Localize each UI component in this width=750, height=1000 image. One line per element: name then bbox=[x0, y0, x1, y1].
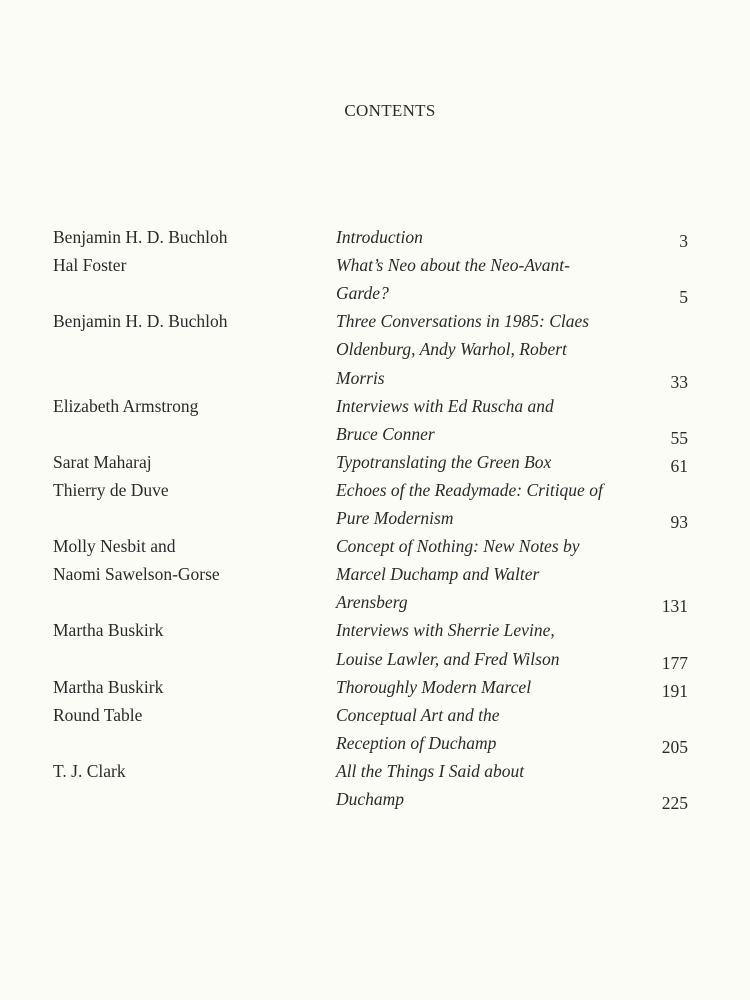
toc-line bbox=[0, 620, 750, 648]
toc-line bbox=[0, 255, 750, 283]
toc-title: Bruce Conner bbox=[336, 423, 435, 444]
toc-line bbox=[0, 592, 750, 620]
toc-title: Typotranslating the Green Box bbox=[336, 451, 552, 472]
toc-line bbox=[0, 508, 750, 536]
toc-page-number: 61 bbox=[670, 455, 688, 476]
toc-author: Martha Buskirk bbox=[53, 620, 164, 641]
toc-title: All the Things I Said about bbox=[336, 760, 525, 781]
toc-author: T. J. Clark bbox=[53, 760, 126, 781]
toc-line bbox=[0, 311, 750, 339]
toc-title: Interviews with Sherrie Levine, bbox=[336, 620, 555, 641]
toc-title: Arensberg bbox=[336, 592, 408, 613]
toc-author: Sarat Maharaj bbox=[53, 451, 152, 472]
toc-title: Garde? bbox=[336, 283, 389, 304]
toc-line bbox=[0, 789, 750, 817]
toc-page-number: 93 bbox=[670, 512, 688, 532]
toc-line bbox=[0, 677, 750, 705]
toc-line bbox=[0, 283, 750, 311]
toc-author: Martha Buskirk bbox=[53, 676, 164, 697]
toc-title: Conceptual Art and the bbox=[336, 704, 500, 725]
toc-author: Naomi Sawelson-Gorse bbox=[53, 564, 220, 585]
toc-title: Duchamp bbox=[336, 789, 405, 809]
contents-heading: CONTENTS bbox=[344, 101, 436, 120]
toc-page-number: 191 bbox=[661, 680, 688, 701]
toc-title: Three Conversations in 1985: Claes bbox=[336, 311, 590, 332]
toc-line bbox=[0, 564, 750, 592]
toc-author: Benjamin H. D. Buchloh bbox=[53, 227, 228, 247]
toc-page-number: 177 bbox=[661, 652, 688, 673]
toc-line bbox=[0, 424, 750, 452]
toc-author: Benjamin H. D. Buchloh bbox=[53, 311, 228, 332]
toc-title: Echoes of the Readymade: Critique of bbox=[336, 479, 603, 500]
toc-line bbox=[0, 480, 750, 508]
toc-page-number: 225 bbox=[661, 793, 688, 813]
toc-title: Concept of Nothing: New Notes by bbox=[336, 536, 580, 557]
toc-title: Thoroughly Modern Marcel bbox=[336, 676, 532, 697]
toc-line bbox=[0, 396, 750, 424]
toc-author: Thierry de Duve bbox=[53, 479, 169, 500]
toc-author: Molly Nesbit and bbox=[53, 536, 176, 557]
toc-page-number: 131 bbox=[661, 596, 688, 617]
toc-author: Hal Foster bbox=[53, 255, 127, 276]
toc-line bbox=[0, 705, 750, 733]
toc-title: Interviews with Ed Ruscha and bbox=[336, 395, 554, 416]
toc-line bbox=[0, 761, 750, 789]
toc-line bbox=[0, 339, 750, 367]
toc-title: What’s Neo about the Neo-Avant- bbox=[336, 255, 570, 276]
toc-page-number: 205 bbox=[661, 736, 688, 757]
toc-author: Elizabeth Armstrong bbox=[53, 395, 199, 416]
toc-page-number: 33 bbox=[670, 371, 688, 392]
toc-title: Morris bbox=[336, 367, 385, 388]
toc-line bbox=[0, 733, 750, 761]
toc-title: Marcel Duchamp and Walter bbox=[336, 564, 540, 585]
toc-line bbox=[0, 227, 750, 255]
toc-page-number: 55 bbox=[670, 427, 688, 448]
toc-line bbox=[0, 368, 750, 396]
toc-page-number: 3 bbox=[679, 231, 688, 251]
toc-line bbox=[0, 649, 750, 677]
toc-title: Oldenburg, Andy Warhol, Robert bbox=[336, 339, 567, 360]
toc-title: Louise Lawler, and Fred Wilson bbox=[336, 648, 560, 669]
toc-author: Round Table bbox=[53, 704, 143, 725]
toc-line bbox=[0, 536, 750, 564]
toc-page-number: 5 bbox=[679, 287, 688, 308]
toc-title: Pure Modernism bbox=[336, 508, 454, 528]
toc-line bbox=[0, 452, 750, 480]
toc-title: Reception of Duchamp bbox=[336, 732, 497, 753]
toc-title: Introduction bbox=[336, 227, 423, 247]
